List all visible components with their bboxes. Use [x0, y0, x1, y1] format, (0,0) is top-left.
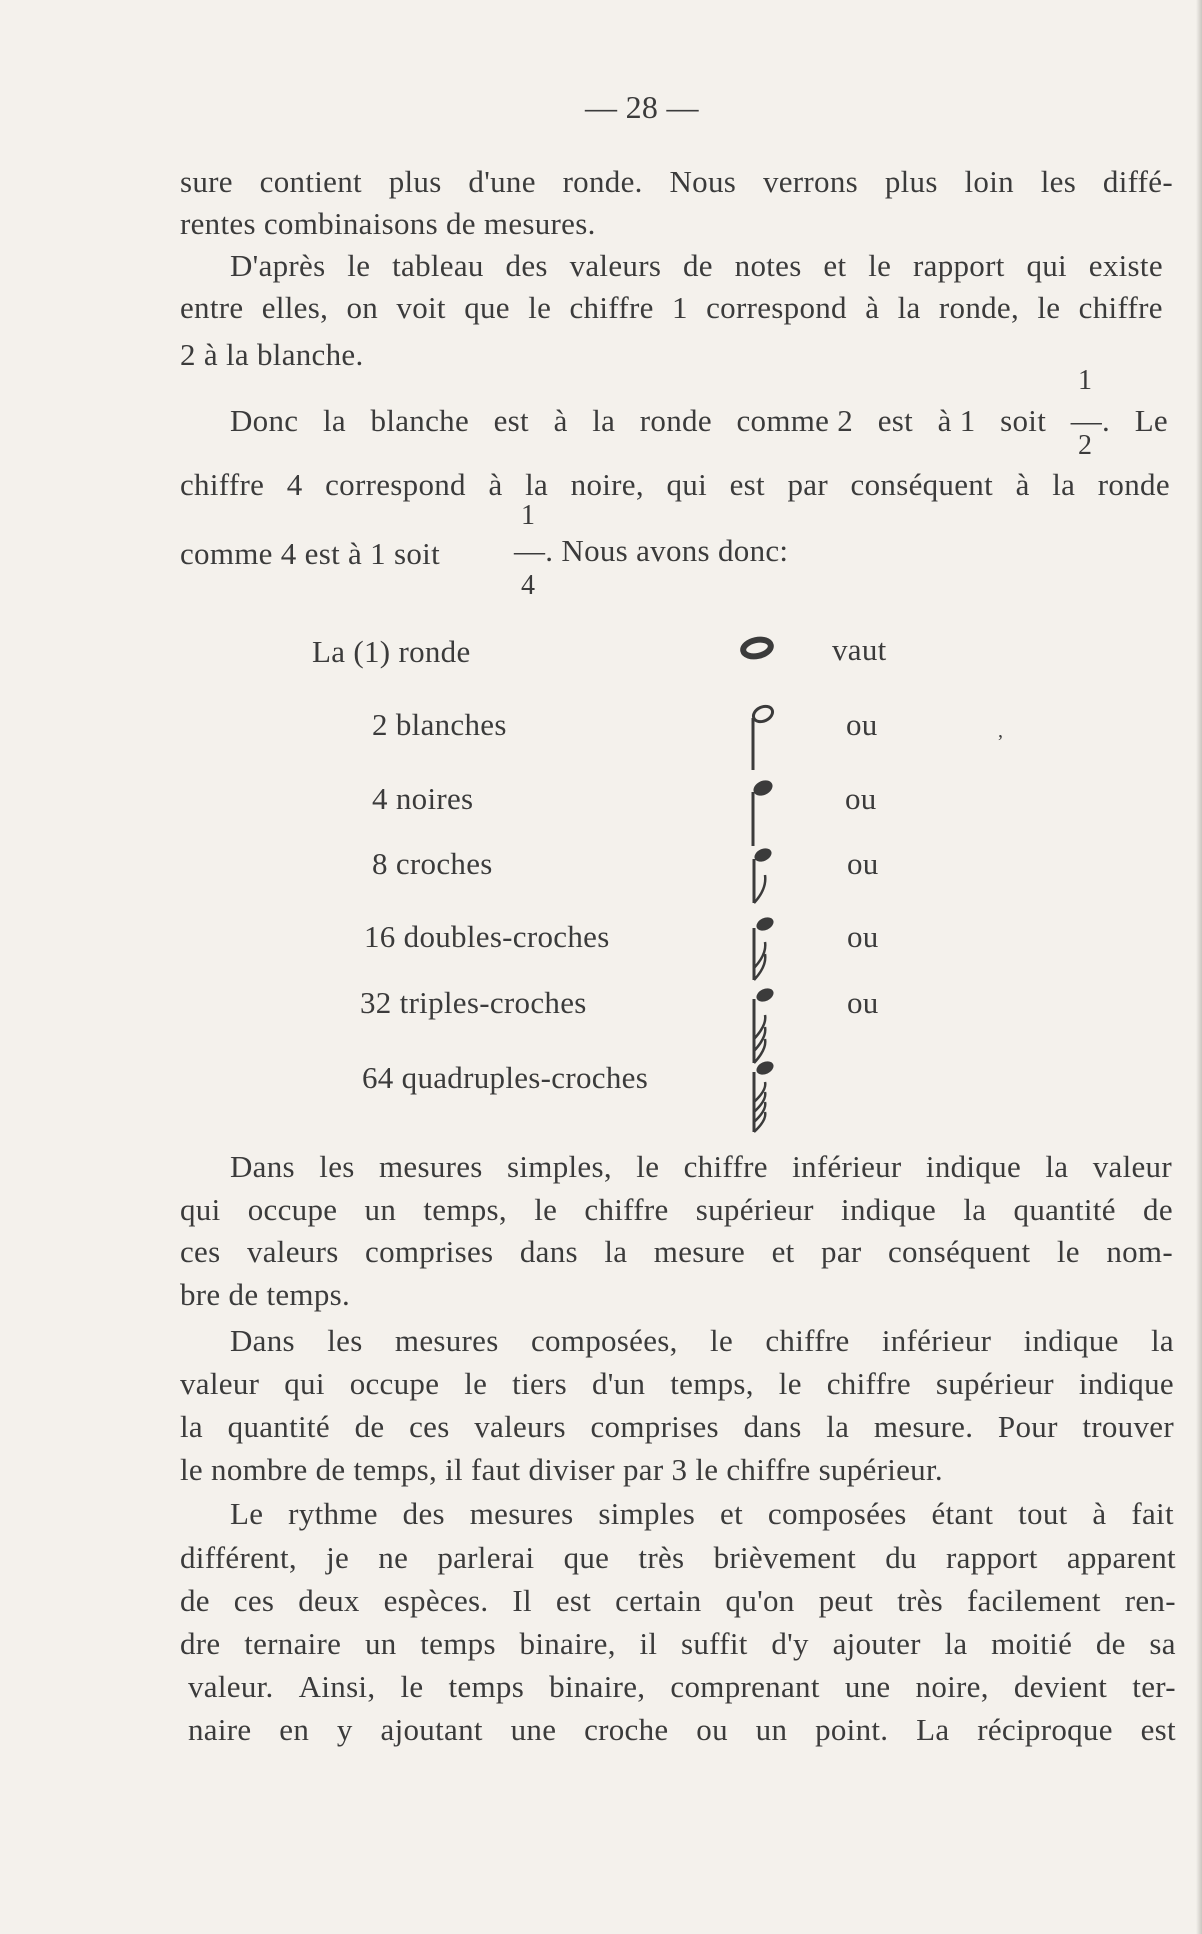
- word: que: [563, 1540, 610, 1575]
- word: chiffre: [569, 290, 654, 325]
- word: une: [844, 1669, 891, 1704]
- word: les: [327, 1323, 363, 1358]
- word: ajouter: [832, 1626, 921, 1661]
- text-line: [180, 1539, 1176, 1577]
- text-line: [188, 1668, 1176, 1706]
- word: on: [346, 290, 379, 325]
- word: et: [771, 1234, 795, 1269]
- word: sa: [1149, 1626, 1176, 1661]
- word: d'un: [591, 1366, 646, 1401]
- note-suffix: ou: [846, 707, 878, 742]
- stray-mark: ,: [998, 720, 1004, 742]
- fraction-numerator: 1: [521, 500, 535, 531]
- word: inférieur: [792, 1149, 902, 1184]
- word: rythme: [288, 1496, 378, 1531]
- text-line: [180, 1191, 1173, 1229]
- word: dans: [743, 1409, 802, 1444]
- word: étant: [931, 1496, 994, 1531]
- word: valeur: [1092, 1149, 1172, 1184]
- word: occupe: [247, 1192, 338, 1227]
- word: très: [897, 1583, 944, 1618]
- word: correspond: [706, 290, 847, 325]
- text-line: [230, 247, 1163, 285]
- word: qui: [666, 467, 707, 502]
- word: de: [354, 1409, 385, 1444]
- word: ren-: [1124, 1583, 1176, 1618]
- word: à: [865, 290, 880, 325]
- word: très: [638, 1540, 685, 1575]
- word: nom-: [1106, 1234, 1173, 1269]
- word: apparent: [1066, 1540, 1176, 1575]
- word: et: [823, 248, 847, 283]
- word: occupe: [349, 1366, 440, 1401]
- word: ces: [233, 1583, 275, 1618]
- word: peut: [818, 1583, 874, 1618]
- text-line: bre de temps.: [180, 1277, 351, 1312]
- word: noire,: [570, 467, 644, 502]
- note-suffix: ou: [847, 919, 879, 954]
- word: existe: [1088, 248, 1163, 283]
- word: rapport: [913, 248, 1005, 283]
- word: simples: [598, 1496, 696, 1531]
- word: tout: [1018, 1496, 1068, 1531]
- word: ronde: [639, 403, 712, 438]
- word: comme 2: [736, 403, 854, 438]
- word: chiffre: [826, 1366, 911, 1401]
- word: à: [553, 403, 568, 438]
- word: est: [877, 403, 914, 438]
- word: la: [180, 1409, 203, 1444]
- word: la: [1151, 1323, 1174, 1358]
- word: Le: [1134, 403, 1168, 438]
- word: la: [525, 467, 549, 502]
- word: sure: [180, 164, 233, 199]
- word: qui: [180, 1192, 221, 1227]
- text-line: [230, 402, 1168, 440]
- word: des: [505, 248, 548, 283]
- word: ou: [696, 1712, 728, 1747]
- half-note-icon: [743, 700, 777, 772]
- word: réciproque: [977, 1712, 1113, 1747]
- word: qu'on: [725, 1583, 795, 1618]
- word: de: [1143, 1192, 1173, 1227]
- word: supérieur: [695, 1192, 814, 1227]
- word: brièvement: [713, 1540, 857, 1575]
- word: La: [916, 1712, 950, 1747]
- word: ajoutant: [380, 1712, 483, 1747]
- word: temps,: [670, 1366, 754, 1401]
- word: par: [787, 467, 828, 502]
- word: le: [1037, 290, 1061, 325]
- page-number: — 28 —: [585, 89, 699, 125]
- word: de: [1095, 1626, 1126, 1661]
- word: 1: [671, 290, 688, 325]
- text-line: [230, 1322, 1174, 1360]
- text-line: [230, 1495, 1174, 1533]
- word: certain: [615, 1583, 702, 1618]
- note-label: 32 triples-croches: [360, 985, 587, 1020]
- word: trouver: [1082, 1409, 1174, 1444]
- word: moitié: [991, 1626, 1073, 1661]
- word: valeur: [180, 1366, 260, 1401]
- word: ternaire: [244, 1626, 342, 1661]
- word: est: [1140, 1712, 1176, 1747]
- word: le: [778, 1366, 802, 1401]
- word: ronde,: [938, 290, 1020, 325]
- word: entre: [180, 290, 244, 325]
- word: Ainsi,: [298, 1669, 376, 1704]
- text-line: [180, 1582, 1176, 1620]
- word: chiffre: [1078, 290, 1163, 325]
- word: indique: [1078, 1366, 1174, 1401]
- word: comprises: [590, 1409, 719, 1444]
- word: ronde.: [562, 164, 643, 199]
- word: le: [1056, 1234, 1080, 1269]
- word: Dans: [230, 1149, 295, 1184]
- text-line: rentes combinaisons de mesures.: [180, 206, 596, 241]
- word: est: [555, 1583, 592, 1618]
- text-line: [180, 1233, 1173, 1271]
- word: chiffre: [765, 1323, 850, 1358]
- word: un: [364, 1626, 397, 1661]
- text-line: le nombre de temps, il faut diviser par 3 le chiffre supérieur.: [180, 1452, 943, 1487]
- text-line: 2 à la blanche.: [180, 337, 364, 372]
- word: mesures: [394, 1323, 499, 1358]
- word: chiffre: [683, 1149, 768, 1184]
- word: le: [347, 248, 371, 283]
- word: mesure.: [873, 1409, 974, 1444]
- fraction-denominator: 4: [521, 570, 535, 601]
- word: inférieur: [881, 1323, 992, 1358]
- word: D'après: [230, 248, 326, 283]
- word: le: [528, 290, 552, 325]
- text-line: [180, 289, 1163, 327]
- word: dans: [519, 1234, 578, 1269]
- quarter-note-icon: [743, 774, 777, 848]
- word: mesures: [469, 1496, 574, 1531]
- text-line: [188, 1711, 1176, 1749]
- word: voit: [396, 290, 446, 325]
- note-suffix: ou: [847, 846, 879, 881]
- word: naire: [188, 1712, 252, 1747]
- word: facilement: [966, 1583, 1101, 1618]
- word: valeur.: [188, 1669, 274, 1704]
- word: plus: [884, 164, 938, 199]
- text-line: [180, 1625, 1176, 1663]
- word: valeurs: [246, 1234, 339, 1269]
- word: le: [464, 1366, 488, 1401]
- word: loin: [964, 164, 1014, 199]
- word: le: [636, 1149, 660, 1184]
- word: à: [1015, 467, 1030, 502]
- word: parlerai: [437, 1540, 535, 1575]
- word: mesure: [653, 1234, 746, 1269]
- word: en: [279, 1712, 310, 1747]
- word: le: [534, 1192, 558, 1227]
- word: temps: [420, 1626, 496, 1661]
- word: suffit: [680, 1626, 748, 1661]
- word: simples,: [507, 1149, 612, 1184]
- word: qui: [284, 1366, 325, 1401]
- word: du: [885, 1540, 917, 1575]
- word: et: [720, 1496, 744, 1531]
- word: différent,: [180, 1540, 297, 1575]
- note-label: 4 noires: [372, 781, 474, 816]
- note-label: 8 croches: [372, 846, 493, 881]
- word: croche: [584, 1712, 669, 1747]
- word: est: [493, 403, 529, 438]
- word: chiffre: [180, 467, 265, 502]
- word: conséquent: [887, 1234, 1031, 1269]
- word: temps,: [423, 1192, 507, 1227]
- word: à: [1092, 1496, 1107, 1531]
- word: y: [336, 1712, 353, 1747]
- word: mesures: [378, 1149, 483, 1184]
- text-line: [180, 466, 1170, 504]
- word: comprenant: [670, 1669, 820, 1704]
- word: le: [710, 1323, 734, 1358]
- word: Il: [512, 1583, 532, 1618]
- word: point.: [815, 1712, 889, 1747]
- word: la: [322, 403, 346, 438]
- word: les: [319, 1149, 355, 1184]
- word: je: [326, 1540, 350, 1575]
- note-suffix: ou: [847, 985, 879, 1020]
- note-suffix: vaut: [832, 632, 887, 667]
- word: la: [1052, 467, 1076, 502]
- word: Pour: [997, 1409, 1058, 1444]
- word: ces: [409, 1409, 450, 1444]
- word: indique: [841, 1192, 937, 1227]
- word: elles,: [261, 290, 329, 325]
- word: la: [1045, 1149, 1069, 1184]
- note-suffix: ou: [845, 781, 877, 816]
- word: fait: [1131, 1496, 1174, 1531]
- word: de: [180, 1583, 210, 1618]
- text-line: comme 4 est à 1 soit: [180, 536, 440, 571]
- word: notes: [734, 248, 802, 283]
- word: rapport: [946, 1540, 1038, 1575]
- word: Dans: [230, 1323, 295, 1358]
- word: contient: [259, 164, 362, 199]
- note-label: 16 doubles-croches: [364, 919, 610, 954]
- word: tableau: [392, 248, 484, 283]
- sixteenth-note-icon: [745, 914, 779, 982]
- word: un: [364, 1192, 397, 1227]
- note-label: 2 blanches: [372, 707, 507, 742]
- word: 4: [286, 467, 303, 502]
- text-line: [180, 1408, 1174, 1446]
- word: la: [944, 1626, 968, 1661]
- text-line: [230, 1148, 1172, 1186]
- word: qui: [1026, 248, 1067, 283]
- text-line: [180, 163, 1173, 201]
- word: Donc: [230, 403, 299, 438]
- word: d'y: [771, 1626, 809, 1661]
- word: le: [400, 1669, 424, 1704]
- word: —.: [1070, 403, 1111, 438]
- sixty-fourth-note-icon: [745, 1058, 779, 1134]
- word: composées,: [530, 1323, 678, 1358]
- word: quantité: [1013, 1192, 1116, 1227]
- thirty-second-note-icon: [745, 985, 779, 1065]
- word: ronde: [1097, 467, 1170, 502]
- word: par: [821, 1234, 862, 1269]
- word: comprises: [365, 1234, 494, 1269]
- word: ne: [378, 1540, 409, 1575]
- word: deux: [298, 1583, 360, 1618]
- word: blanche: [370, 403, 470, 438]
- word: un: [755, 1712, 788, 1747]
- word: tiers: [512, 1366, 568, 1401]
- word: ter-: [1132, 1669, 1176, 1704]
- word: verrons: [762, 164, 859, 199]
- word: ces: [180, 1234, 221, 1269]
- word: la: [963, 1192, 987, 1227]
- word: la: [592, 403, 616, 438]
- word: une: [510, 1712, 557, 1747]
- word: des: [402, 1496, 445, 1531]
- word: binaire,: [519, 1626, 616, 1661]
- word: valeurs: [569, 248, 662, 283]
- word: d'une: [468, 164, 536, 199]
- word: soit: [1000, 403, 1047, 438]
- word: indique: [925, 1149, 1022, 1184]
- word: la: [826, 1409, 850, 1444]
- word: conséquent: [850, 467, 994, 502]
- word: Le: [230, 1496, 264, 1531]
- note-label: La (1) ronde: [312, 634, 471, 669]
- word: la: [897, 290, 921, 325]
- word: binaire,: [549, 1669, 646, 1704]
- word: est: [729, 467, 765, 502]
- word: le: [868, 248, 892, 283]
- word: indique: [1023, 1323, 1119, 1358]
- fraction-denominator: 2: [1078, 430, 1092, 461]
- word: temps: [448, 1669, 525, 1704]
- word: quantité: [227, 1409, 330, 1444]
- word: valeurs: [474, 1409, 566, 1444]
- word: de: [683, 248, 713, 283]
- eighth-note-icon: [745, 845, 779, 905]
- text-line: —. Nous avons donc:: [514, 533, 789, 568]
- word: composées: [767, 1496, 907, 1531]
- word: diffé-: [1102, 164, 1173, 199]
- note-label: 64 quadruples-croches: [362, 1060, 649, 1095]
- word: la: [604, 1234, 628, 1269]
- fraction-numerator: 1: [1078, 365, 1092, 396]
- page-edge: [1196, 0, 1202, 1934]
- word: espèces.: [383, 1583, 489, 1618]
- word: supérieur: [935, 1366, 1054, 1401]
- whole-note-icon: [740, 636, 774, 660]
- word: plus: [388, 164, 442, 199]
- word: devient: [1013, 1669, 1108, 1704]
- word: noire,: [915, 1669, 989, 1704]
- word: à 1: [937, 403, 976, 438]
- word: correspond: [325, 467, 466, 502]
- word: chiffre: [584, 1192, 669, 1227]
- word: Nous: [669, 164, 737, 199]
- word: que: [464, 290, 510, 325]
- word: les: [1040, 164, 1077, 199]
- text-line: [180, 1365, 1174, 1403]
- word: il: [639, 1626, 658, 1661]
- word: à: [488, 467, 503, 502]
- word: dre: [180, 1626, 221, 1661]
